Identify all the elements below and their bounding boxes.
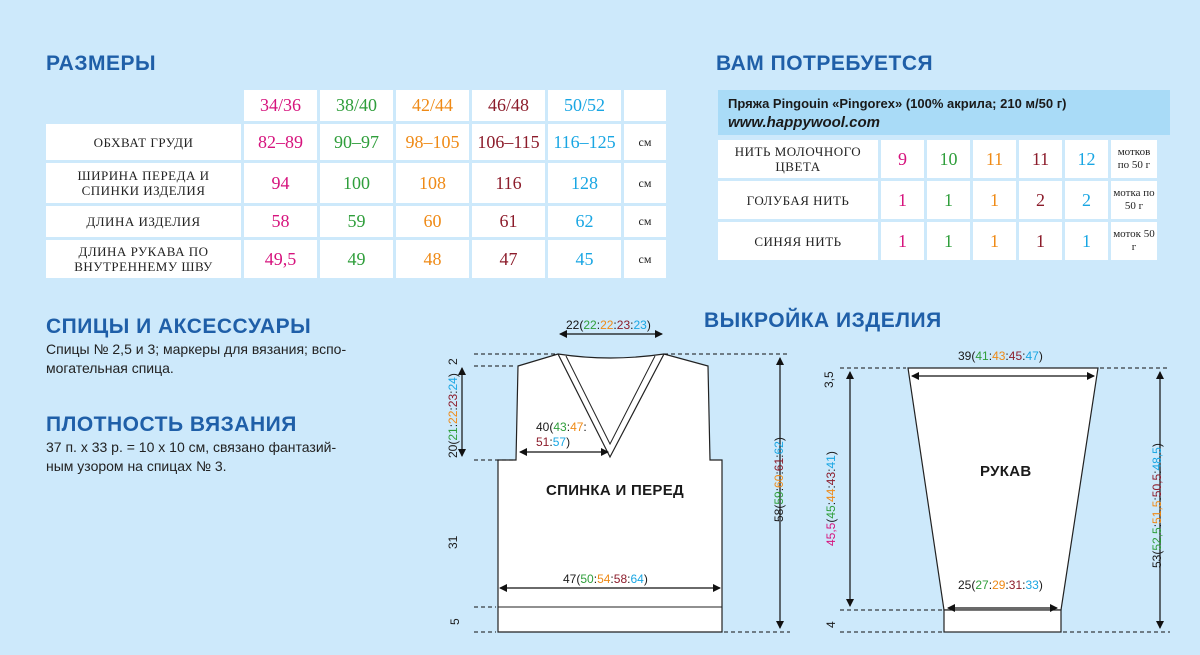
- needles-text-1: Спицы № 2,5 и 3; маркеры для вязания; вспо-: [46, 341, 347, 357]
- size-header: 50/52: [548, 90, 621, 121]
- cell-value: 10: [927, 140, 970, 178]
- cell-value: 108: [396, 163, 469, 203]
- cell-value: 116: [472, 163, 545, 203]
- cell-value: 62: [548, 206, 621, 237]
- cell-value: 9: [881, 140, 924, 178]
- row-label: СИНЯЯ НИТЬ: [718, 222, 878, 260]
- size-header: 46/48: [472, 90, 545, 121]
- cell-value: 106–115: [472, 124, 545, 160]
- unit: моток 50 г: [1111, 222, 1157, 260]
- row-label: ДЛИНА РУКАВА ПО ВНУТРЕННЕМУ ШВУ: [46, 240, 241, 278]
- cell-value: 82–89: [244, 124, 317, 160]
- unit: см: [624, 240, 666, 278]
- hem-width-label: 47(50:54:58:64): [563, 572, 648, 586]
- pattern-title: ВЫКРОЙКА ИЗДЕЛИЯ: [704, 309, 942, 332]
- sleeve-cap-label: 3,5: [822, 371, 836, 388]
- yarn-description: Пряжа Pingouin «Pingorex» (100% акрила; 210 м/50 г): [728, 96, 1067, 111]
- cell-value: 90–97: [320, 124, 393, 160]
- body-piece-label: СПИНКА И ПЕРЕД: [546, 482, 685, 499]
- materials-title: ВАМ ПОТРЕБУЕТСЯ: [716, 52, 934, 75]
- needles-title: СПИЦЫ И АКСЕССУАРЫ: [46, 315, 312, 338]
- cell-value: 49: [320, 240, 393, 278]
- cell-value: 59: [320, 206, 393, 237]
- row-label: ГОЛУБАЯ НИТЬ: [718, 181, 878, 219]
- needles-text-2: могательная спица.: [46, 360, 174, 376]
- cell-value: 2: [1065, 181, 1108, 219]
- size-header: 38/40: [320, 90, 393, 121]
- cell-value: 58: [244, 206, 317, 237]
- row-label: ДЛИНА ИЗДЕЛИЯ: [46, 206, 241, 237]
- row-label: ОБХВАТ ГРУДИ: [46, 124, 241, 160]
- cell-value: 1: [1019, 222, 1062, 260]
- cell-value: 47: [472, 240, 545, 278]
- cell-value: 100: [320, 163, 393, 203]
- vneck-width-label: 40(43:47:: [536, 420, 587, 434]
- unit: мотка по 50 г: [1111, 181, 1157, 219]
- cell-value: 128: [548, 163, 621, 203]
- shoulder-slope-label: 2: [446, 358, 460, 365]
- cell-value: 1: [881, 222, 924, 260]
- sleeve-cuff: [944, 610, 1061, 632]
- sleeve-length-label: 53(52,5:51,5:50,5:48,5): [1150, 443, 1164, 568]
- sleeve-top-label: 39(41:43:45:47): [958, 349, 1043, 363]
- armhole-depth-label: 20(21:22:23:24): [446, 373, 460, 458]
- cell-value: 116–125: [548, 124, 621, 160]
- cell-value: 1: [973, 181, 1016, 219]
- cell-value: 60: [396, 206, 469, 237]
- sleeve-band-label: 4: [824, 621, 838, 628]
- unit: см: [624, 206, 666, 237]
- cell-value: 1: [927, 181, 970, 219]
- gauge-text-2: ным узором на спицах № 3.: [46, 458, 227, 474]
- cell-value: 45: [548, 240, 621, 278]
- cell-value: 48: [396, 240, 469, 278]
- unit: см: [624, 163, 666, 203]
- cell-value: 98–105: [396, 124, 469, 160]
- cell-value: 11: [1019, 140, 1062, 178]
- cell-value: 1: [973, 222, 1016, 260]
- sleeve-outline: [908, 368, 1098, 610]
- sleeve-seam-label: 45,5(45:44:43:41): [824, 451, 838, 546]
- sleeve-cuff-label: 25(27:29:31:33): [958, 578, 1043, 592]
- vneck-width-label-2: 51:57): [536, 435, 571, 449]
- gauge-text-1: 37 п. х 33 р. = 10 х 10 см, связано фантазий-: [46, 439, 337, 455]
- cell-value: 61: [472, 206, 545, 237]
- cell-value: 12: [1065, 140, 1108, 178]
- cell-value: 11: [973, 140, 1016, 178]
- unit: см: [624, 124, 666, 160]
- neck-width-label: 22(22:22:23:23): [566, 318, 651, 332]
- cell-value: 94: [244, 163, 317, 203]
- side-length-label: 31: [446, 535, 460, 549]
- website: www.happywool.com: [728, 114, 880, 131]
- gauge-title: ПЛОТНОСТЬ ВЯЗАНИЯ: [46, 413, 297, 436]
- size-header: 42/44: [396, 90, 469, 121]
- row-label: НИТЬ МОЛОЧНОГО ЦВЕТА: [718, 140, 878, 178]
- unit: мотков по 50 г: [1111, 140, 1157, 178]
- row-label: ШИРИНА ПЕРЕДА И СПИНКИ ИЗДЕЛИЯ: [46, 163, 241, 203]
- cell-value: 2: [1019, 181, 1062, 219]
- rib-height-label: 5: [448, 618, 462, 625]
- size-header: 34/36: [244, 90, 317, 121]
- sleeve-piece-label: РУКАВ: [980, 463, 1032, 480]
- sizes-title: РАЗМЕРЫ: [46, 52, 157, 75]
- cell-value: 1: [1065, 222, 1108, 260]
- cell-value: 1: [881, 181, 924, 219]
- cell-value: 49,5: [244, 240, 317, 278]
- body-length-label: 58(59:60:61:62): [772, 437, 786, 522]
- cell-value: 1: [927, 222, 970, 260]
